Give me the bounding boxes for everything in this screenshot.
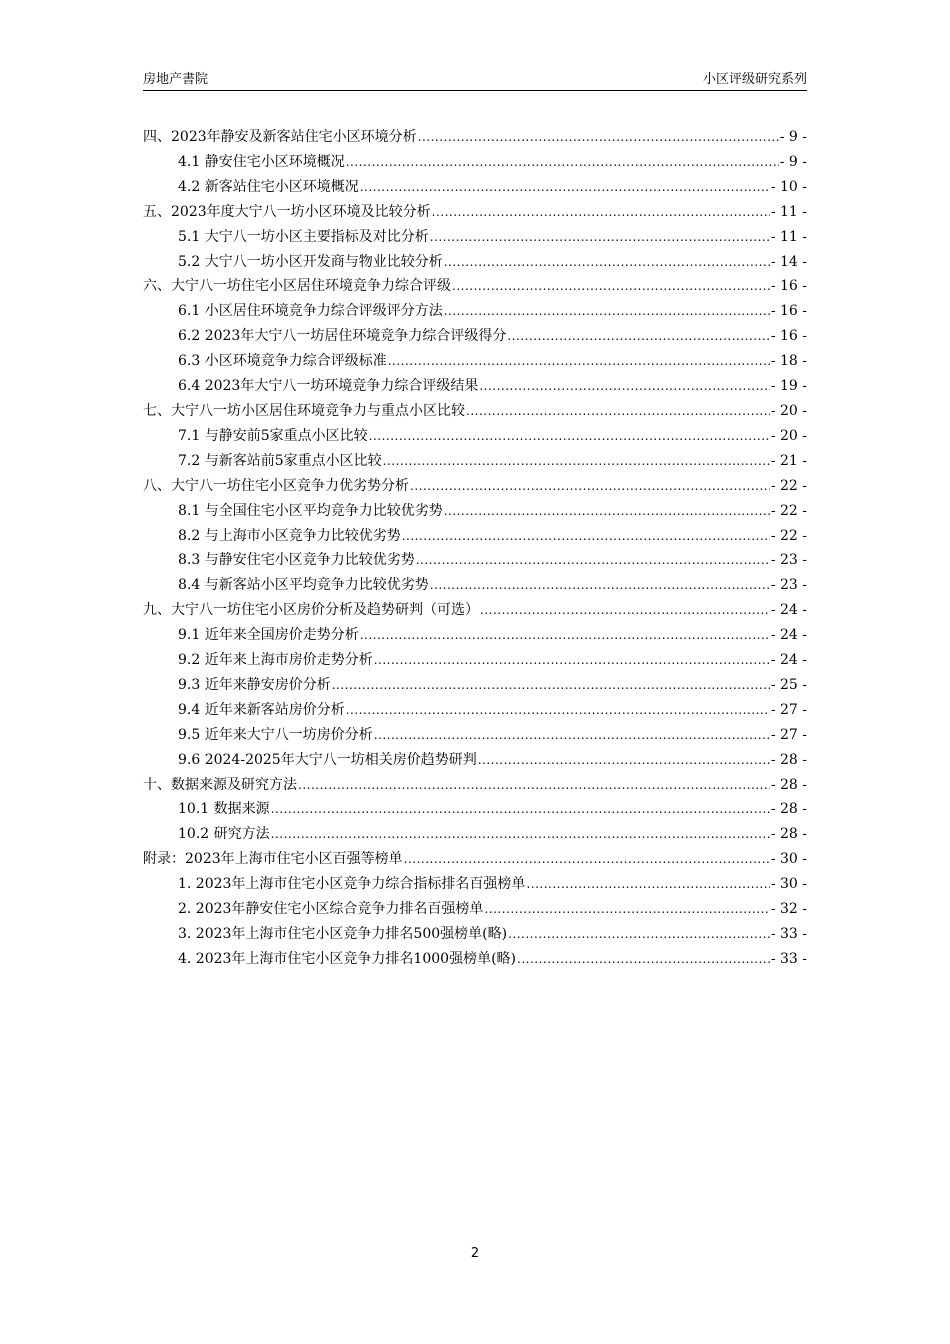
toc-section-entry[interactable] xyxy=(143,648,807,673)
toc-dot-leader xyxy=(383,449,770,474)
toc-section-entry[interactable] xyxy=(143,175,807,200)
toc-section-entry[interactable] xyxy=(143,324,807,349)
table-of-contents xyxy=(143,125,807,972)
toc-dot-leader xyxy=(360,175,770,200)
toc-entry-page: - 22 - xyxy=(770,477,807,494)
toc-dot-leader xyxy=(444,250,770,275)
toc-entry-page: - 21 - xyxy=(770,452,807,469)
toc-chapter-entry[interactable] xyxy=(143,274,807,299)
toc-section-entry[interactable] xyxy=(143,573,807,598)
toc-entry-title: 8.3 与静安住宅小区竞争力比较优劣势 xyxy=(178,552,415,569)
toc-entry-page: - 28 - xyxy=(770,751,807,768)
toc-dot-leader xyxy=(410,474,770,499)
toc-section-entry[interactable] xyxy=(143,748,807,773)
page-number: 2 xyxy=(470,1246,480,1261)
toc-section-entry[interactable] xyxy=(143,872,807,897)
toc-entry-title: 8.4 与新客站小区平均竞争力比较优劣势 xyxy=(178,577,429,594)
toc-dot-leader xyxy=(346,150,779,175)
toc-section-entry[interactable] xyxy=(143,524,807,549)
toc-entry-title: 附录：2023年上海市住宅小区百强等榜单 xyxy=(143,851,403,868)
toc-entry-title: 四、2023年静安及新客站住宅小区环境分析 xyxy=(143,129,417,145)
toc-entry-title: 九、大宁八一坊住宅小区房价分析及趋势研判（可选） xyxy=(143,602,479,619)
toc-entry-page: - 23 - xyxy=(770,552,807,569)
toc-dot-leader xyxy=(360,623,770,648)
toc-entry-page: - 9 - xyxy=(779,129,807,145)
toc-entry-page: - 18 - xyxy=(770,353,807,370)
toc-entry-title: 8.1 与全国住宅小区平均竞争力比较优劣势 xyxy=(178,502,443,519)
toc-section-entry[interactable] xyxy=(143,299,807,324)
toc-entry-title: 7.1 与静安前5家重点小区比较 xyxy=(178,427,368,444)
toc-dot-leader xyxy=(430,573,770,598)
toc-entry-title: 5.1 大宁八一坊小区主要指标及对比分析 xyxy=(178,228,429,245)
toc-entry-title: 十、数据来源及研究方法 xyxy=(143,776,297,793)
toc-section-entry[interactable] xyxy=(143,250,807,275)
toc-entry-title: 9.2 近年来上海市房价走势分析 xyxy=(178,652,373,669)
toc-entry-page: - 33 - xyxy=(770,926,807,942)
toc-dot-leader xyxy=(374,648,770,673)
toc-entry-title: 3. 2023年上海市住宅小区竞争力排名500强榜单(略) xyxy=(178,926,508,942)
toc-dot-leader xyxy=(404,847,770,872)
toc-section-entry[interactable] xyxy=(143,623,807,648)
toc-entry-page: - 23 - xyxy=(770,577,807,594)
toc-entry-title: 9.1 近年来全国房价走势分析 xyxy=(178,627,359,644)
toc-section-entry[interactable] xyxy=(143,150,807,175)
toc-dot-leader xyxy=(517,947,770,972)
toc-dot-leader xyxy=(484,897,769,922)
toc-entry-title: 9.3 近年来静安房价分析 xyxy=(178,676,331,693)
toc-entry-page: - 27 - xyxy=(770,701,807,718)
toc-chapter-entry[interactable] xyxy=(143,773,807,798)
toc-section-entry[interactable] xyxy=(143,922,807,947)
toc-dot-leader xyxy=(332,673,770,698)
toc-chapter-entry[interactable] xyxy=(143,125,807,150)
toc-entry-title: 9.5 近年来大宁八一坊房价分析 xyxy=(178,726,373,743)
toc-dot-leader xyxy=(416,548,770,573)
toc-entry-page: - 24 - xyxy=(770,627,807,644)
toc-section-entry[interactable] xyxy=(143,374,807,399)
toc-entry-page: - 28 - xyxy=(770,801,807,818)
toc-dot-leader xyxy=(388,349,770,374)
toc-section-entry[interactable] xyxy=(143,673,807,698)
toc-entry-page: - 19 - xyxy=(770,378,807,395)
toc-section-entry[interactable] xyxy=(143,424,807,449)
toc-dot-leader xyxy=(432,200,770,225)
toc-entry-page: - 22 - xyxy=(770,527,807,544)
toc-dot-leader xyxy=(418,125,779,150)
toc-entry-page: - 11 - xyxy=(770,203,807,220)
toc-section-entry[interactable] xyxy=(143,548,807,573)
header-series-title: 小区评级研究系列 xyxy=(702,72,807,87)
toc-chapter-entry[interactable] xyxy=(143,598,807,623)
toc-entry-page: - 16 - xyxy=(770,278,807,295)
toc-dot-leader xyxy=(369,424,770,449)
toc-dot-leader xyxy=(444,299,770,324)
toc-entry-title: 七、大宁八一坊小区居住环境竞争力与重点小区比较 xyxy=(143,402,465,419)
toc-dot-leader xyxy=(507,324,769,349)
toc-entry-title: 6.1 小区居住环境竞争力综合评级评分方法 xyxy=(178,303,443,320)
toc-dot-leader xyxy=(480,598,770,623)
toc-dot-leader xyxy=(478,748,770,773)
toc-entry-title: 7.2 与新客站前5家重点小区比较 xyxy=(178,452,382,469)
toc-entry-title: 10.1 数据来源 xyxy=(178,801,270,818)
toc-entry-title: 8.2 与上海市小区竞争力比较优劣势 xyxy=(178,527,401,544)
toc-dot-leader xyxy=(430,225,770,250)
toc-entry-title: 6.2 2023年大宁八一坊居住环境竞争力综合评级得分 xyxy=(178,328,507,345)
toc-dot-leader xyxy=(271,822,770,847)
toc-section-entry[interactable] xyxy=(143,822,807,847)
toc-entry-page: - 14 - xyxy=(770,253,807,270)
toc-dot-leader xyxy=(452,274,770,299)
toc-section-entry[interactable] xyxy=(143,449,807,474)
toc-section-entry[interactable] xyxy=(143,225,807,250)
toc-entry-page: - 28 - xyxy=(770,776,807,793)
toc-chapter-entry[interactable] xyxy=(143,474,807,499)
toc-dot-leader xyxy=(526,872,769,897)
toc-entry-title: 六、大宁八一坊住宅小区居住环境竞争力综合评级 xyxy=(143,278,451,295)
toc-dot-leader xyxy=(479,374,769,399)
toc-entry-title: 5.2 大宁八一坊小区开发商与物业比较分析 xyxy=(178,253,443,270)
toc-entry-title: 2. 2023年静安住宅小区综合竞争力排名百强榜单 xyxy=(178,901,484,918)
toc-section-entry[interactable] xyxy=(143,698,807,723)
toc-entry-page: - 24 - xyxy=(770,602,807,619)
toc-entry-page: - 33 - xyxy=(770,950,807,967)
toc-dot-leader xyxy=(346,698,770,723)
toc-entry-title: 10.2 研究方法 xyxy=(178,826,270,843)
header-publisher: 房地产書院 xyxy=(143,72,209,87)
toc-chapter-entry[interactable] xyxy=(143,399,807,424)
toc-entry-page: - 9 - xyxy=(779,153,807,170)
toc-entry-page: - 32 - xyxy=(770,901,807,918)
toc-entry-page: - 25 - xyxy=(770,676,807,693)
toc-section-entry[interactable] xyxy=(143,897,807,922)
toc-entry-page: - 24 - xyxy=(770,652,807,669)
page-header xyxy=(143,66,807,91)
toc-entry-page: - 30 - xyxy=(770,876,807,893)
toc-section-entry[interactable] xyxy=(143,947,807,972)
toc-section-entry[interactable] xyxy=(143,797,807,822)
toc-entry-title: 6.3 小区环境竞争力综合评级标准 xyxy=(178,353,387,370)
toc-entry-page: - 27 - xyxy=(770,726,807,743)
toc-dot-leader xyxy=(271,797,770,822)
toc-chapter-entry[interactable] xyxy=(143,200,807,225)
toc-entry-page: - 22 - xyxy=(770,502,807,519)
toc-entry-page: - 28 - xyxy=(770,826,807,843)
toc-entry-title: 4.1 静安住宅小区环境概况 xyxy=(178,153,345,170)
toc-entry-title: 9.6 2024-2025年大宁八一坊相关房价趋势研判 xyxy=(178,751,477,768)
toc-entry-page: - 16 - xyxy=(770,328,807,345)
toc-entry-title: 4. 2023年上海市住宅小区竞争力排名1000强榜单(略) xyxy=(178,950,516,967)
toc-dot-leader xyxy=(298,773,770,798)
toc-entry-title: 八、大宁八一坊住宅小区竞争力优劣势分析 xyxy=(143,477,409,494)
toc-dot-leader xyxy=(508,922,770,947)
toc-dot-leader xyxy=(444,499,770,524)
toc-dot-leader xyxy=(374,723,770,748)
toc-entry-title: 6.4 2023年大宁八一坊环境竞争力综合评级结果 xyxy=(178,378,479,395)
toc-entry-page: - 16 - xyxy=(770,303,807,320)
toc-section-entry[interactable] xyxy=(143,349,807,374)
toc-section-entry[interactable] xyxy=(143,723,807,748)
toc-entry-title: 五、2023年度大宁八一坊小区环境及比较分析 xyxy=(143,203,431,220)
toc-entry-title: 4.2 新客站住宅小区环境概况 xyxy=(178,178,359,195)
toc-chapter-entry[interactable] xyxy=(143,847,807,872)
toc-entry-page: - 10 - xyxy=(770,178,807,195)
toc-entry-page: - 20 - xyxy=(770,402,807,419)
toc-entry-page: - 30 - xyxy=(770,851,807,868)
toc-dot-leader xyxy=(402,524,770,549)
toc-entry-title: 1. 2023年上海市住宅小区竞争力综合指标排名百强榜单 xyxy=(178,876,526,893)
toc-dot-leader xyxy=(466,399,770,424)
toc-section-entry[interactable] xyxy=(143,499,807,524)
toc-entry-page: - 11 - xyxy=(770,228,807,245)
toc-entry-title: 9.4 近年来新客站房价分析 xyxy=(178,701,345,718)
toc-entry-page: - 20 - xyxy=(770,427,807,444)
